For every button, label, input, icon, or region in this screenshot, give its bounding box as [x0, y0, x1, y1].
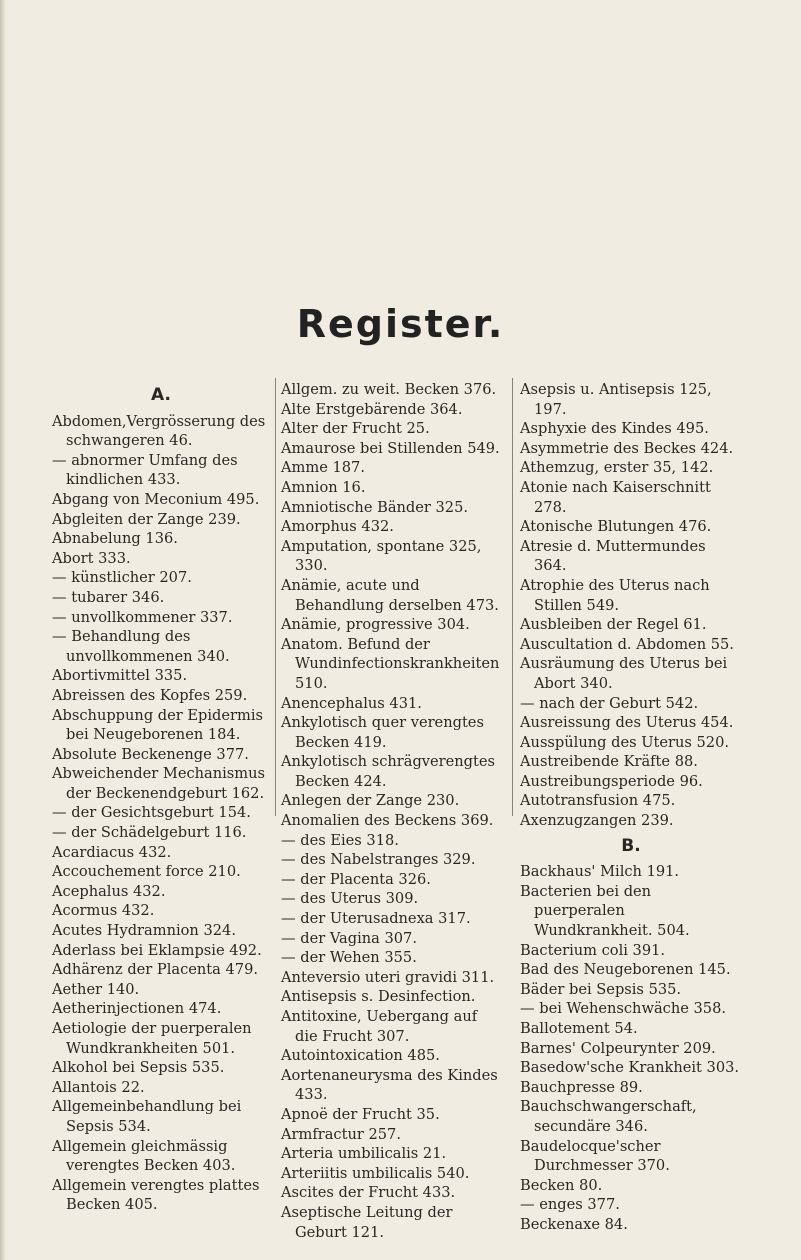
index-entry: Bauchschwangerschaft, secundäre 346.: [520, 1098, 697, 1135]
column-divider: [275, 378, 276, 816]
index-entry: Allgemeinbehandlung bei Sepsis 534.: [52, 1098, 242, 1135]
index-entry: Austreibende Kräfte 88.: [520, 753, 698, 771]
section-letter: A.: [151, 385, 171, 405]
index-entry: Armfractur 257.: [281, 1125, 401, 1143]
section-letter: B.: [621, 835, 641, 856]
index-entry: Amme 187.: [281, 459, 365, 477]
index-entry: Acutes Hydramnion 324.: [52, 922, 236, 940]
index-entry: Ankylotisch schrägverengtes Becken 424.: [281, 753, 496, 790]
index-entry: — der Schädelgeburt 116.: [52, 824, 247, 842]
index-entry: Autointoxication 485.: [281, 1047, 440, 1065]
index-entry: Aether 140.: [52, 980, 140, 998]
index-entry: Apnoë der Frucht 35.: [281, 1105, 440, 1123]
index-entry: — der Wehen 355.: [281, 949, 417, 967]
index-entry: Bacterien bei den puerperalen Wundkrankheit. 504.: [520, 882, 690, 940]
index-entry: Acephalus 432.: [52, 882, 166, 900]
index-entry: Aetherinjectionen 474.: [52, 1000, 222, 1018]
index-entry: — bei Wehenschwäche 358.: [520, 1000, 726, 1018]
page-edge-shadow: [0, 0, 6, 1260]
index-entry: Arteriitis umbilicalis 540.: [281, 1164, 470, 1182]
index-entry: Amorphus 432.: [281, 518, 394, 536]
index-entry: — des Uterus 309.: [281, 890, 419, 908]
index-entry: — der Gesichtsgeburt 154.: [52, 804, 251, 822]
index-entry: Acormus 432.: [52, 902, 155, 920]
index-entry: Abgleiten der Zange 239.: [52, 510, 241, 528]
index-entry: Abnabelung 136.: [52, 530, 178, 548]
index-entry: Amaurose bei Stillenden 549.: [281, 439, 500, 457]
index-entry: — der Vagina 307.: [281, 929, 417, 947]
index-entry: Amniotische Bänder 325.: [281, 498, 469, 516]
index-entry: Ballotement 54.: [520, 1020, 638, 1037]
index-entry: Asphyxie des Kindes 495.: [520, 420, 709, 438]
index-entry: Abgang von Meconium 495.: [52, 490, 260, 508]
index-entry: Aderlass bei Eklampsie 492.: [52, 941, 262, 959]
index-entry: Atonische Blutungen 476.: [520, 518, 712, 536]
index-entry: Abortivmittel 335.: [52, 667, 188, 685]
index-entry: Anencephalus 431.: [281, 694, 422, 712]
index-entry: Asepsis u. Antisepsis 125, 197.: [520, 381, 712, 418]
index-entry: Alter der Frucht 25.: [281, 420, 430, 438]
index-entry: Anteversio uteri gravidi 311.: [281, 968, 495, 986]
index-entry: Anomalien des Beckens 369.: [281, 812, 494, 830]
index-entry: Bauchpresse 89.: [520, 1078, 643, 1096]
index-entry: Anämie, acute und Behandlung derselben 473.: [281, 576, 499, 614]
index-entry: Alkohol bei Sepsis 535.: [52, 1059, 225, 1077]
index-entry: Adhärenz der Placenta 479.: [52, 961, 259, 979]
index-entry: — des Eies 318.: [281, 831, 399, 849]
index-entry: Abdomen,Vergrösserung des schwangeren 46.: [52, 412, 266, 450]
index-entry: Amputation, spontane 325, 330.: [281, 537, 482, 575]
index-entry: Atonie nach Kaiserschnitt 278.: [520, 478, 711, 516]
index-entry: Basedow'sche Krankheit 303.: [520, 1059, 740, 1077]
index-entry: Antitoxine, Uebergang auf die Frucht 307.: [281, 1008, 478, 1045]
index-entry: — abnormer Umfang des kindlichen 433.: [52, 451, 238, 489]
index-entry: Abort 333.: [52, 549, 131, 567]
index-entry: Abschuppung der Epidermis bei Neugeborenen 184.: [52, 706, 264, 744]
index-entry: Ausspülung des Uterus 520.: [520, 733, 730, 751]
index-column-3: [520, 380, 742, 1235]
index-entry: Ascites der Frucht 433.: [281, 1184, 456, 1202]
index-entry: Backhaus' Milch 191.: [520, 863, 680, 881]
index-entry: Aseptische Leitung der Geburt 121.: [281, 1203, 453, 1241]
index-entry: Anlegen der Zange 230.: [281, 792, 460, 810]
index-entry: Bad des Neugeborenen 145.: [520, 961, 731, 979]
index-entry: — der Uterusadnexa 317.: [281, 910, 471, 928]
index-entry: Asymmetrie des Beckes 424.: [520, 439, 734, 457]
index-entry: Amnion 16.: [281, 478, 366, 496]
index-entry: Anämie, progressive 304.: [281, 616, 470, 634]
index-entry: Becken 80.: [520, 1176, 603, 1194]
index-entry: Aortenaneurysma des Kindes 433.: [281, 1066, 498, 1104]
index-entry: Allgem. zu weit. Becken 376.: [281, 381, 497, 398]
index-entry: — der Placenta 326.: [281, 870, 431, 888]
index-entry: Bacterium coli 391.: [520, 941, 666, 959]
index-entry: — nach der Geburt 542.: [520, 694, 699, 712]
index-column-1: [52, 380, 270, 1215]
index-entry: Acardiacus 432.: [52, 843, 172, 861]
index-entry: Anatom. Befund der Wundinfectionskrankheiten 510.: [281, 635, 500, 692]
index-entry: Austreibungsperiode 96.: [520, 772, 703, 790]
index-entry: — des Nabelstranges 329.: [281, 851, 476, 869]
index-entry: Ausbleiben der Regel 61.: [520, 616, 707, 634]
index-entry: Autotransfusion 475.: [520, 792, 676, 810]
index-entry: — künstlicher 207.: [52, 569, 192, 587]
index-entry: Allgemein gleichmässig verengtes Becken 403.: [52, 1137, 236, 1175]
index-entry: Abreissen des Kopfes 259.: [52, 686, 248, 704]
index-entry: Ausräumung des Uterus bei Abort 340.: [520, 655, 728, 692]
index-entry: Antisepsis s. Desinfection.: [281, 988, 476, 1006]
index-entry: Barnes' Colpeurynter 209.: [520, 1039, 716, 1057]
index-entry: Athemzug, erster 35, 142.: [520, 459, 714, 477]
index-entry: — Behandlung des unvollkommenen 340.: [52, 628, 230, 665]
index-entry: Allgemein verengtes plattes Becken 405.: [52, 1176, 260, 1214]
index-entry: Baudelocque'scher Durchmesser 370.: [520, 1137, 670, 1175]
index-entry: Axenzugzangen 239.: [520, 812, 674, 830]
index-entry: Beckenaxe 84.: [520, 1215, 628, 1233]
index-entry: Auscultation d. Abdomen 55.: [520, 635, 734, 653]
index-entry: Allantois 22.: [52, 1078, 145, 1096]
column-divider: [512, 378, 513, 816]
index-entry: Absolute Beckenenge 377.: [52, 745, 249, 763]
index-entry: — tubarer 346.: [52, 588, 165, 606]
index-entry: Accouchement force 210.: [52, 863, 241, 881]
index-entry: Ausreissung des Uterus 454.: [520, 714, 734, 732]
index-column-2: [281, 380, 503, 1242]
index-entry: Ankylotisch quer verengtes Becken 419.: [281, 714, 484, 751]
index-entry: — enges 377.: [520, 1196, 620, 1214]
page-title: Register.: [296, 302, 505, 346]
index-entry: — unvollkommener 337.: [52, 608, 233, 626]
index-entry: Alte Erstgebärende 364.: [281, 400, 463, 418]
index-entry: Abweichender Mechanismus der Beckenendgeburt 162.: [52, 765, 266, 802]
index-entry: Atrophie des Uterus nach Stillen 549.: [520, 576, 710, 614]
index-entry: Arteria umbilicalis 21.: [281, 1145, 447, 1163]
index-entry: Aetiologie der puerperalen Wundkrankheiten 501.: [52, 1020, 252, 1057]
index-entry: Atresie d. Muttermundes 364.: [520, 537, 706, 575]
index-entry: Bäder bei Sepsis 535.: [520, 980, 682, 998]
